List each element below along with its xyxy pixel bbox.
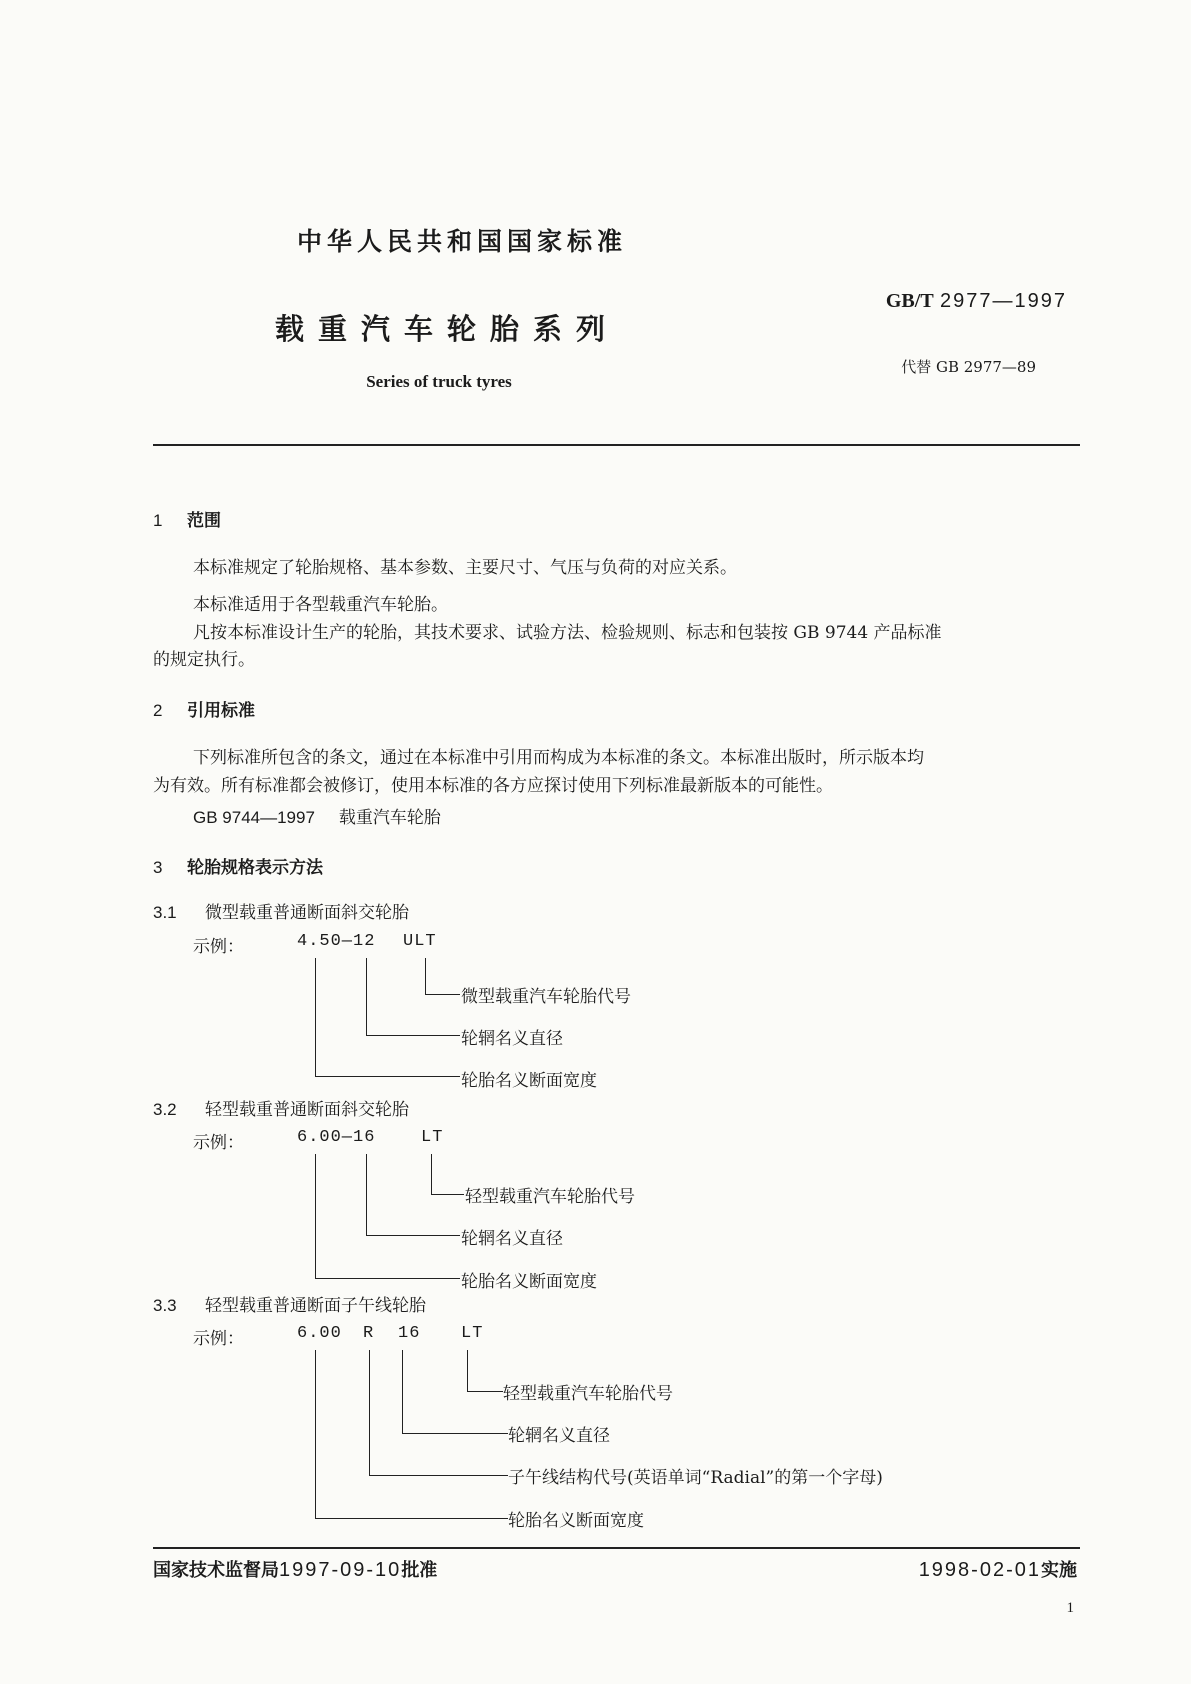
legend-radial-code: 子午线结构代号(英语单词“Radial”的第一个字母) bbox=[508, 1468, 883, 1488]
footer-divider bbox=[153, 1547, 1080, 1549]
legend-rim-diameter: 轮辋名义直径 bbox=[461, 1229, 563, 1249]
subsection-3-2-heading bbox=[153, 1095, 409, 1120]
approval-line bbox=[153, 1556, 437, 1582]
referenced-standard-title: 载重汽车轮胎 bbox=[338, 808, 441, 828]
legend-rim-diameter: 轮辋名义直径 bbox=[461, 1029, 563, 1049]
bracket-line bbox=[366, 1035, 460, 1036]
example-label: 示例： bbox=[193, 1133, 244, 1153]
header-divider bbox=[153, 444, 1080, 446]
bracket-line bbox=[315, 1518, 508, 1519]
section-number: 3 bbox=[153, 858, 163, 877]
example-code-suffix: LT bbox=[461, 1324, 484, 1343]
bracket-line bbox=[467, 1391, 503, 1392]
legend-rim-diameter: 轮辋名义直径 bbox=[508, 1426, 610, 1446]
bracket-line bbox=[402, 1433, 508, 1434]
section-1-paragraph-3-line-1: 凡按本标准设计生产的轮胎，其技术要求、试验方法、检验规则、标志和包装按 GB 9744 产品标准 bbox=[193, 623, 942, 643]
section-title: 轮胎规格表示方法 bbox=[187, 858, 323, 878]
section-3-heading bbox=[153, 853, 323, 878]
national-standard-title: 中华人民共和国国家标准 bbox=[296, 227, 627, 256]
standard-prefix: GB/T bbox=[885, 290, 934, 312]
subsection-number: 3.2 bbox=[153, 1100, 177, 1119]
section-2-paragraph-line-1: 下列标准所包含的条文，通过在本标准中引用而构成为本标准的条文。本标准出版时，所示版本均 bbox=[193, 748, 924, 768]
example-code-size: 6.00 bbox=[297, 1324, 342, 1343]
example-code-size: 6.00—16 bbox=[297, 1128, 376, 1147]
section-1-paragraph-3-line-2: 的规定执行。 bbox=[153, 650, 255, 670]
bracket-line bbox=[425, 958, 426, 994]
section-title: 范围 bbox=[187, 511, 221, 531]
bracket-line bbox=[315, 958, 316, 1076]
legend-section-width: 轮胎名义断面宽度 bbox=[461, 1071, 597, 1091]
approval-suffix: 批准 bbox=[401, 1560, 438, 1581]
subsection-title: 微型载重普通断面斜交轮胎 bbox=[205, 903, 409, 923]
section-1-paragraph-1: 本标准规定了轮胎规格、基本参数、主要尺寸、气压与负荷的对应关系。 bbox=[193, 558, 737, 578]
document-title: 载重汽车轮胎系列 bbox=[274, 312, 619, 346]
legend-type-code: 微型载重汽车轮胎代号 bbox=[461, 987, 631, 1007]
subsection-3-1-heading bbox=[153, 898, 409, 923]
bracket-line bbox=[467, 1350, 468, 1391]
example-code-size: 4.50—12 bbox=[297, 932, 376, 951]
example-label: 示例： bbox=[193, 1329, 244, 1349]
section-2-paragraph-line-2: 为有效。所有标准都会被修订，使用本标准的各方应探讨使用下列标准最新版本的可能性。 bbox=[153, 776, 833, 796]
example-code-suffix: ULT bbox=[403, 932, 437, 951]
bracket-line bbox=[366, 1154, 367, 1235]
section-2-heading bbox=[153, 696, 255, 721]
bracket-line bbox=[366, 958, 367, 1035]
example-code-rim: 16 bbox=[398, 1324, 421, 1343]
bracket-line bbox=[369, 1350, 370, 1475]
subsection-title: 轻型载重普通断面子午线轮胎 bbox=[205, 1296, 426, 1316]
bracket-line bbox=[431, 1154, 432, 1194]
legend-type-code: 轻型载重汽车轮胎代号 bbox=[465, 1187, 635, 1207]
section-1-heading bbox=[153, 506, 221, 531]
replaces-note: 代替 GB 2977—89 bbox=[901, 358, 1036, 376]
subsection-3-3-heading bbox=[153, 1291, 426, 1316]
bracket-line bbox=[315, 1154, 316, 1278]
bracket-line bbox=[425, 994, 460, 995]
section-number: 2 bbox=[153, 701, 163, 720]
page-number: 1 bbox=[1066, 1600, 1074, 1616]
document-title-english: Series of truck tyres bbox=[366, 372, 512, 391]
section-number: 1 bbox=[153, 511, 163, 530]
legend-section-width: 轮胎名义断面宽度 bbox=[461, 1272, 597, 1292]
implementation-line bbox=[919, 1556, 1077, 1582]
bracket-line bbox=[315, 1350, 316, 1518]
bracket-line bbox=[315, 1076, 460, 1077]
subsection-number: 3.3 bbox=[153, 1296, 177, 1315]
bracket-line bbox=[366, 1235, 460, 1236]
section-title: 引用标准 bbox=[187, 701, 255, 721]
standard-code: 2977—1997 bbox=[940, 290, 1067, 312]
bracket-line bbox=[402, 1350, 403, 1433]
approval-date: 1997-09-10 bbox=[279, 1559, 402, 1581]
subsection-title: 轻型载重普通断面斜交轮胎 bbox=[205, 1100, 409, 1120]
implementation-date: 1998-02-01 bbox=[918, 1559, 1041, 1581]
referenced-standard bbox=[193, 803, 441, 828]
section-1-paragraph-2: 本标准适用于各型载重汽车轮胎。 bbox=[193, 595, 448, 615]
example-code-radial: R bbox=[363, 1324, 375, 1343]
example-code-suffix: LT bbox=[421, 1128, 444, 1147]
referenced-standard-code: GB 9744—1997 bbox=[193, 808, 315, 827]
approval-org: 国家技术监督局 bbox=[153, 1560, 279, 1581]
legend-type-code: 轻型载重汽车轮胎代号 bbox=[503, 1384, 673, 1404]
standard-number bbox=[886, 288, 1067, 313]
bracket-line bbox=[369, 1475, 508, 1476]
bracket-line bbox=[315, 1278, 460, 1279]
subsection-number: 3.1 bbox=[153, 903, 177, 922]
bracket-line bbox=[431, 1194, 464, 1195]
example-label: 示例： bbox=[193, 937, 244, 957]
legend-section-width: 轮胎名义断面宽度 bbox=[508, 1511, 644, 1531]
implementation-suffix: 实施 bbox=[1041, 1560, 1077, 1581]
